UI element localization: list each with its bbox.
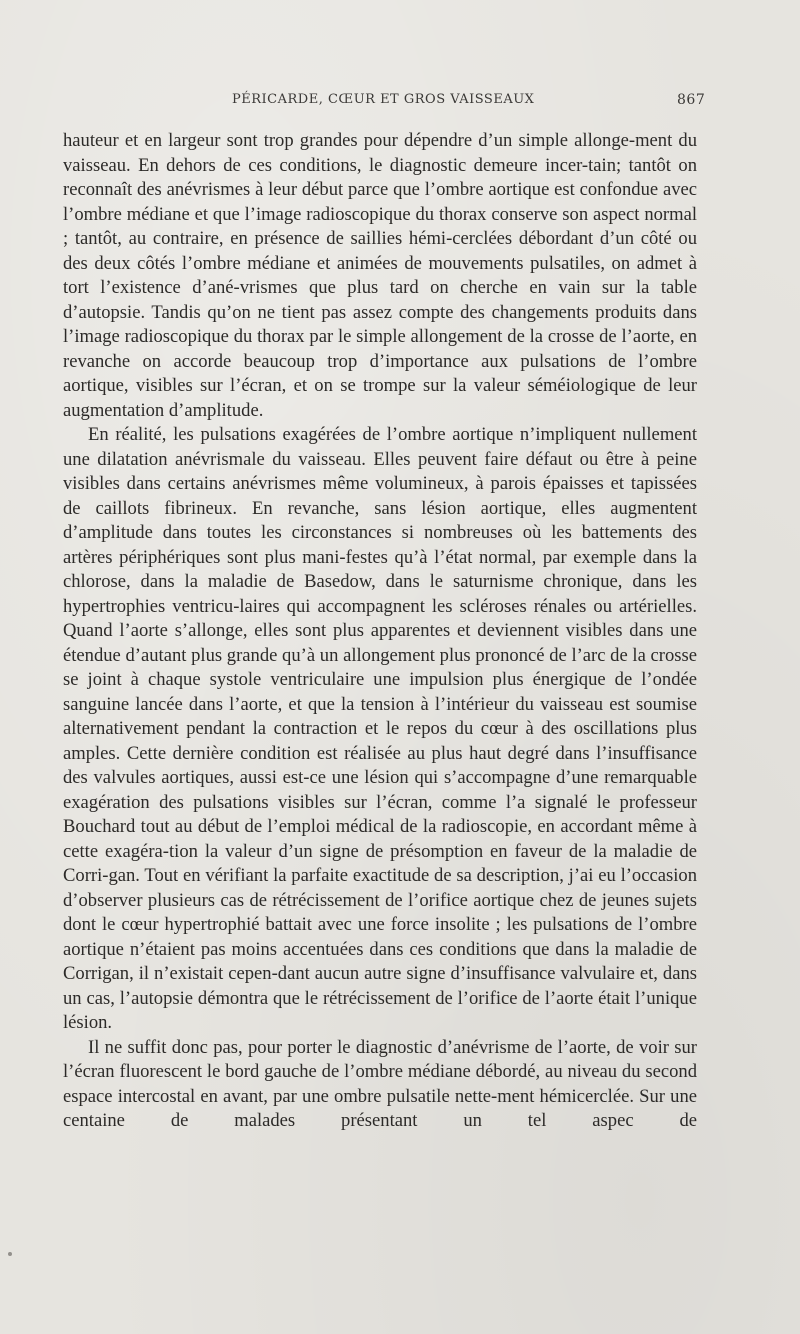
paper-speck-mark	[8, 1252, 12, 1256]
paragraph-1: hauteur et en largeur sont trop grandes pour dépendre d’un simple allonge-ment du vaisseau. En dehors de ces conditions, le diagnostic demeure incer-tain; tantôt on reconnaît des anévrismes à leur début parce que l’ombre aortique est confondue avec l’ombre médiane et que l’image radioscopique du thorax conserve son aspect normal ; tantôt, au contraire, en présence de saillies hémi-cerclées débordant d’un côté ou des deux côtés l’ombre médiane et animées de mouvements pulsatiles, on admet à tort l’existence d’ané-vrismes que plus tard on cherche en vain sur la table d’autopsie. Tandis qu’on ne tient pas assez compte des changements produits dans l’image radioscopique du thorax par le simple allongement de la crosse de l’aorte, en revanche on accorde beaucoup trop d’importance aux pulsations de l’ombre aortique, visibles sur l’écran, et on se trompe sur la valeur séméiologique de leur augmentation d’amplitude.	[63, 130, 697, 421]
paragraph-3: Il ne suffit donc pas, pour porter le diagnostic d’anévrisme de l’aorte, de voir sur l’écran fluorescent le bord gauche de l’ombre médiane débordé, au niveau du second espace intercostal en avant, par une ombre pulsatile nette-ment hémicerclée. Sur une centaine de malades présentant un tel aspec de	[63, 1036, 697, 1131]
page-header	[0, 92, 800, 114]
page-number: 867	[677, 92, 706, 108]
paragraph-2: En réalité, les pulsations exagérées de l’ombre aortique n’impliquent nullement une dilatation anévrismale du vaisseau. Elles peuvent faire défaut ou être à peine visibles dans certains anévrismes même volumineux, à parois épaisses et tapissées de caillots fibrineux. En revanche, sans lésion aortique, elles augmentent d’amplitude dans toutes les circonstances si nombreuses où les battements des artères périphériques sont plus mani-festes qu’à l’état normal, par exemple dans la chlorose, dans la maladie de Basedow, dans le saturnisme chronique, dans les hypertrophies ventricu-laires qui accompagnent les scléroses rénales ou artérielles. Quand l’aorte s’allonge, elles sont plus apparentes et deviennent visibles dans une étendue d’autant plus grande qu’à un allongement plus prononcé de l’arc de la crosse se joint à chaque systole ventriculaire une impulsion plus énergique de l’ondée sanguine lancée dans l’aorte, et que la tension à l’intérieur du vaisseau est soumise alternativement pendant la contraction et le repos du cœur à des oscillations plus amples. Cette dernière condition est réalisée au plus haut degré dans l’insuffisance des valvules aortiques, aussi est-ce une lésion qui s’accompagne d’une remarquable exagération des pulsations visibles sur l’écran, comme l’a signalé le professeur Bouchard tout au début de l’emploi médical de la radioscopie, en accordant même à cette exagéra-tion la valeur d’un signe de présomption en faveur de la maladie de Corri-gan. Tout en vérifiant la parfaite exactitude de sa description, j’ai eu l’occasion d’observer plusieurs cas de rétrécissement de l’orifice aortique chez de jeunes sujets dont le cœur hypertrophié battait avec une force insolite ; les pulsations de l’ombre aortique n’étaient pas moins accentuées dans ces conditions que dans la maladie de Corrigan, il n’existait cepen-dant aucun autre signe d’insuffisance valvulaire et, dans un cas, l’autopsie démontra que le rétrécissement de l’orifice de l’aorte était l’unique lésion.	[63, 424, 697, 1033]
body-text	[63, 129, 697, 1134]
running-title: PÉRICARDE, CŒUR ET GROS VAISSEAUX	[232, 92, 535, 107]
